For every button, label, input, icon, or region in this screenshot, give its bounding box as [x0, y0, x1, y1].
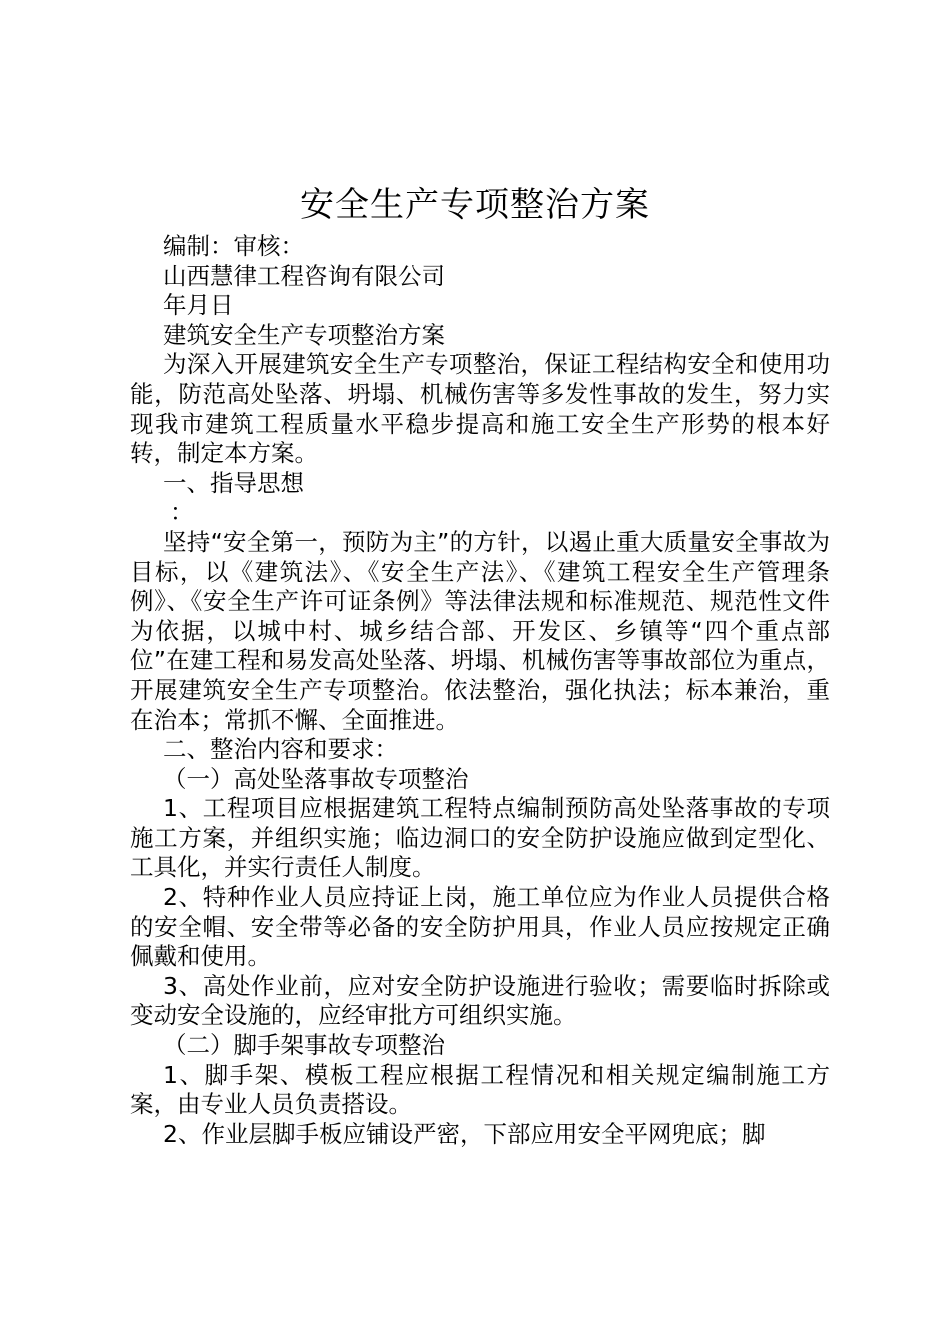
colon-line: ： — [170, 498, 194, 527]
document-title: 安全生产专项整治方案 — [300, 185, 650, 225]
intro-paragraph: 为深入开展建筑安全生产专项整治，保证工程结构安全和使用功能，防范高处坠落、坍塌、机械伤害等多发性事故的发生，努力实现我市建筑工程质量水平稳步提高和施工安全生产形势的根本好转，制定本方案。 — [130, 350, 830, 468]
document-body — [130, 232, 830, 1149]
guiding-ideology-paragraph: 坚持“安全第一，预防为主”的方针，以遏止重大质量安全事故为目标，以《建筑法》、《安全生产法》、《建筑工程安全生产管理条例》、《安全生产许可证条例》等法律法规和标准规范、规范性文件为依据，以城中村、城乡结合部、开发区、乡镇等“四个重点部位”在建工程和易发高处坠落、坍塌、机械伤害等事故部位为重点，开展建筑安全生产专项整治。依法整治，强化执法；标本兼治，重在治本；常抓不懈、全面推进。 — [130, 527, 830, 734]
date-line: 年月日 — [163, 291, 234, 320]
subsection-heading-scaffolding: （二）脚手架事故专项整治 — [163, 1031, 445, 1060]
author-reviewer-line: 编制：审核： — [163, 232, 304, 260]
section-heading-content-requirements: 二、整治内容和要求： — [163, 735, 398, 764]
subtitle: 建筑安全生产专项整治方案 — [163, 320, 445, 349]
section-heading-guiding-ideology: 一、指导思想 — [163, 468, 304, 497]
list-item: 1、工程项目应根据建筑工程特点编制预防高处坠落事故的专项施工方案，并组织实施；临边洞口的安全防护设施应做到定型化、工具化，并实行责任人制度。 — [130, 794, 830, 882]
list-item: 2、特种作业人员应持证上岗，施工单位应为作业人员提供合格的安全帽、安全带等必备的安全防护用具，作业人员应按规定正确佩戴和使用。 — [130, 883, 830, 971]
subsection-heading-fall-from-height: （一）高处坠落事故专项整治 — [163, 764, 469, 793]
list-item: 1、脚手架、模板工程应根据工程情况和相关规定编制施工方案，由专业人员负责搭设。 — [130, 1060, 830, 1119]
list-item: 3、高处作业前，应对安全防护设施进行验收；需要临时拆除或变动安全设施的，应经审批方可组织实施。 — [130, 971, 830, 1030]
company-name: 山西慧律工程咨询有限公司 — [163, 261, 445, 290]
list-item: 2、作业层脚手板应铺设严密，下部应用安全平网兜底；脚 — [163, 1119, 766, 1148]
